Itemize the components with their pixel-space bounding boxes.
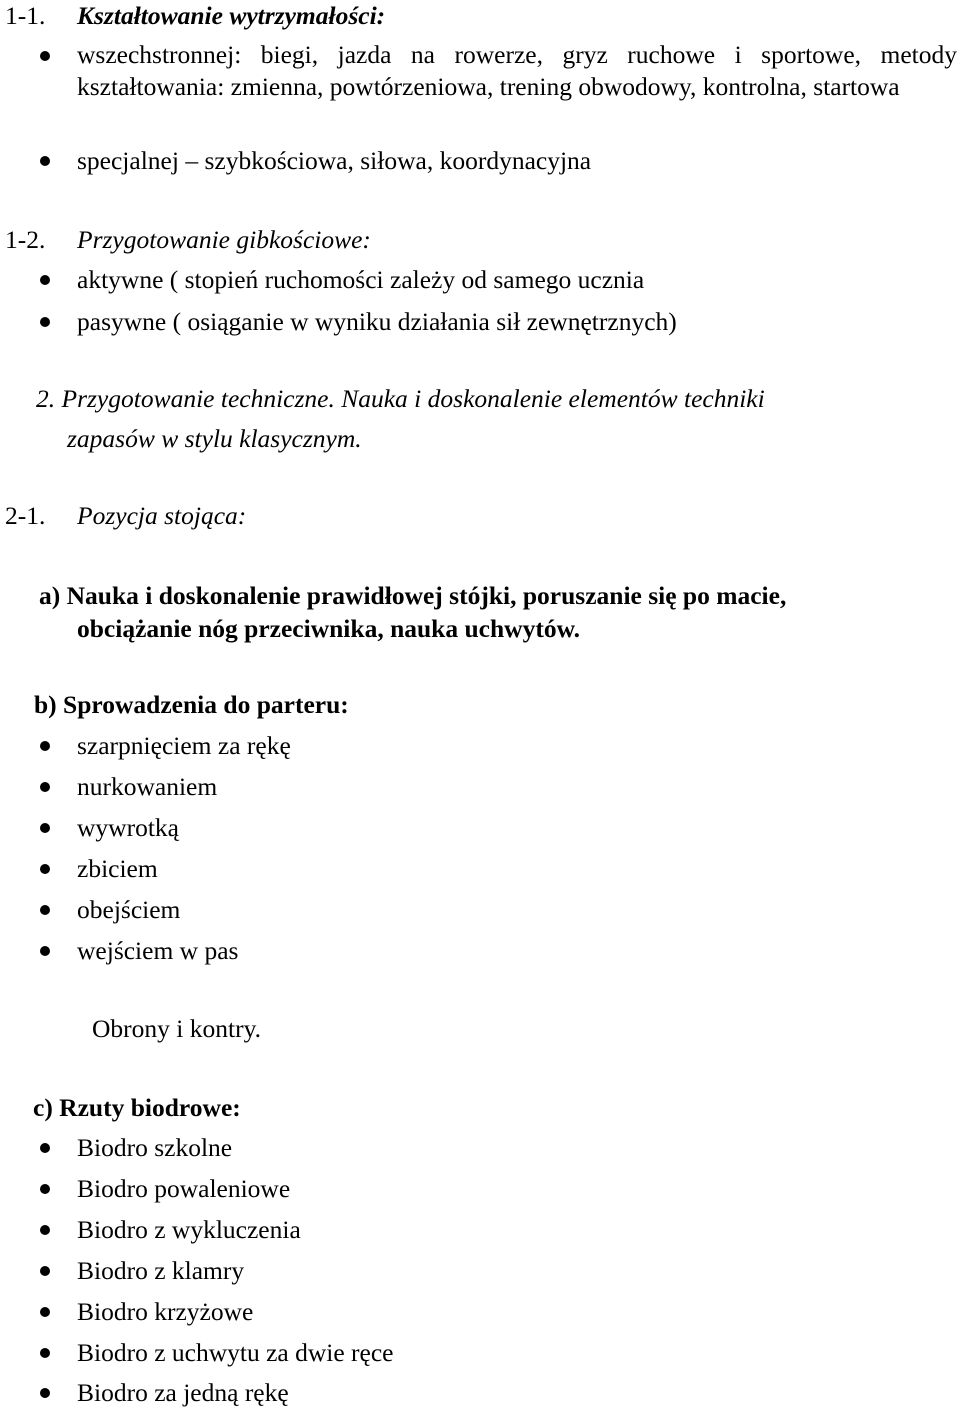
section-number: 1-1. [5, 1, 46, 30]
list-item-text: Biodro krzyżowe [77, 1297, 254, 1326]
section-number: 1-2. [5, 225, 46, 254]
list-item [0, 1296, 960, 1327]
section-title: Przygotowanie gibkościowe: [77, 225, 371, 254]
list-item [0, 771, 960, 802]
section-heading-2: 2. Przygotowanie techniczne. Nauka i doskonalenie elementów techniki [36, 384, 765, 413]
bullet-icon [40, 823, 50, 833]
list-item [0, 730, 960, 761]
bullet-icon [40, 1348, 50, 1358]
list-item-text: nurkowaniem [77, 772, 218, 801]
list-item-text: obejściem [77, 895, 181, 924]
section-title: Kształtowanie wytrzymałości: [77, 1, 386, 30]
section-heading-2-cont: zapasów w stylu klasycznym. [67, 424, 362, 453]
list-item [0, 894, 960, 925]
list-item-text: Biodro szkolne [77, 1133, 233, 1162]
bullet-icon [40, 905, 50, 915]
bullet-icon [40, 864, 50, 874]
list-item [0, 935, 960, 966]
list-item-text: pasywne ( osiąganie w wyniku działania sił zewnętrznych) [77, 307, 677, 336]
bullet-icon [40, 1225, 50, 1235]
list-item-text: Biodro powaleniowe [77, 1174, 291, 1203]
bullet-icon [40, 275, 50, 285]
list-item-text: Biodro z uchwytu za dwie ręce [77, 1338, 394, 1367]
bullet-icon [40, 741, 50, 751]
bullet-icon [40, 1266, 50, 1276]
section-heading-1-1 [5, 0, 385, 31]
section-title: Pozycja stojąca: [77, 501, 247, 530]
list-item-text: zbiciem [77, 854, 158, 883]
bullet-icon [40, 1143, 50, 1153]
list-item [0, 1173, 960, 1204]
subsection-b-heading: b) Sprowadzenia do parteru: [34, 690, 349, 719]
bullet-icon [40, 1307, 50, 1317]
subsection-a: a) Nauka i doskonalenie prawidłowej stójki, poruszanie się po macie, [39, 581, 787, 610]
section-heading-1-2 [5, 224, 371, 255]
bullet-icon [40, 1184, 50, 1194]
list-item [0, 1337, 960, 1368]
list-item-text: Biodro za jedną rękę [77, 1378, 289, 1407]
bullet-icon [40, 782, 50, 792]
list-item-text: Biodro z klamry [77, 1256, 245, 1285]
list-item [0, 145, 960, 176]
list-item-text: szarpnięciem za rękę [77, 731, 291, 760]
list-item [0, 264, 960, 295]
list-item [0, 853, 960, 884]
bullet-icon [40, 317, 50, 327]
list-item [0, 1214, 960, 1245]
list-item [0, 1377, 960, 1408]
bullet-icon [40, 51, 50, 61]
list-item [0, 1132, 960, 1163]
bullet-icon [40, 156, 50, 166]
list-item [0, 812, 960, 843]
list-item-text: specjalnej – szybkościowa, siłowa, koordynacyjna [77, 146, 592, 175]
note-text: Obrony i kontry. [92, 1014, 262, 1043]
section-heading-2-1 [5, 500, 246, 531]
list-item-text: aktywne ( stopień ruchomości zależy od samego ucznia [77, 265, 645, 294]
list-item-text: wejściem w pas [77, 936, 239, 965]
subsection-a-cont: obciążanie nóg przeciwnika, nauka uchwytów. [77, 614, 580, 643]
list-item-text: wywrotką [77, 813, 179, 842]
list-item [0, 306, 960, 337]
bullet-icon [40, 946, 50, 956]
list-item [0, 1255, 960, 1286]
subsection-c-heading: c) Rzuty biodrowe: [33, 1093, 241, 1122]
list-item-text: wszechstronnej: biegi, jazda na rowerze, gryz ruchowe i sportowe, metody kształtowania: zmienna, powtórzeniowa, trening obwodowy, kontrolna, startowa [77, 40, 957, 101]
list-item-text: Biodro z wykluczenia [77, 1215, 301, 1244]
bullet-icon [40, 1388, 50, 1398]
section-number: 2-1. [5, 501, 46, 530]
